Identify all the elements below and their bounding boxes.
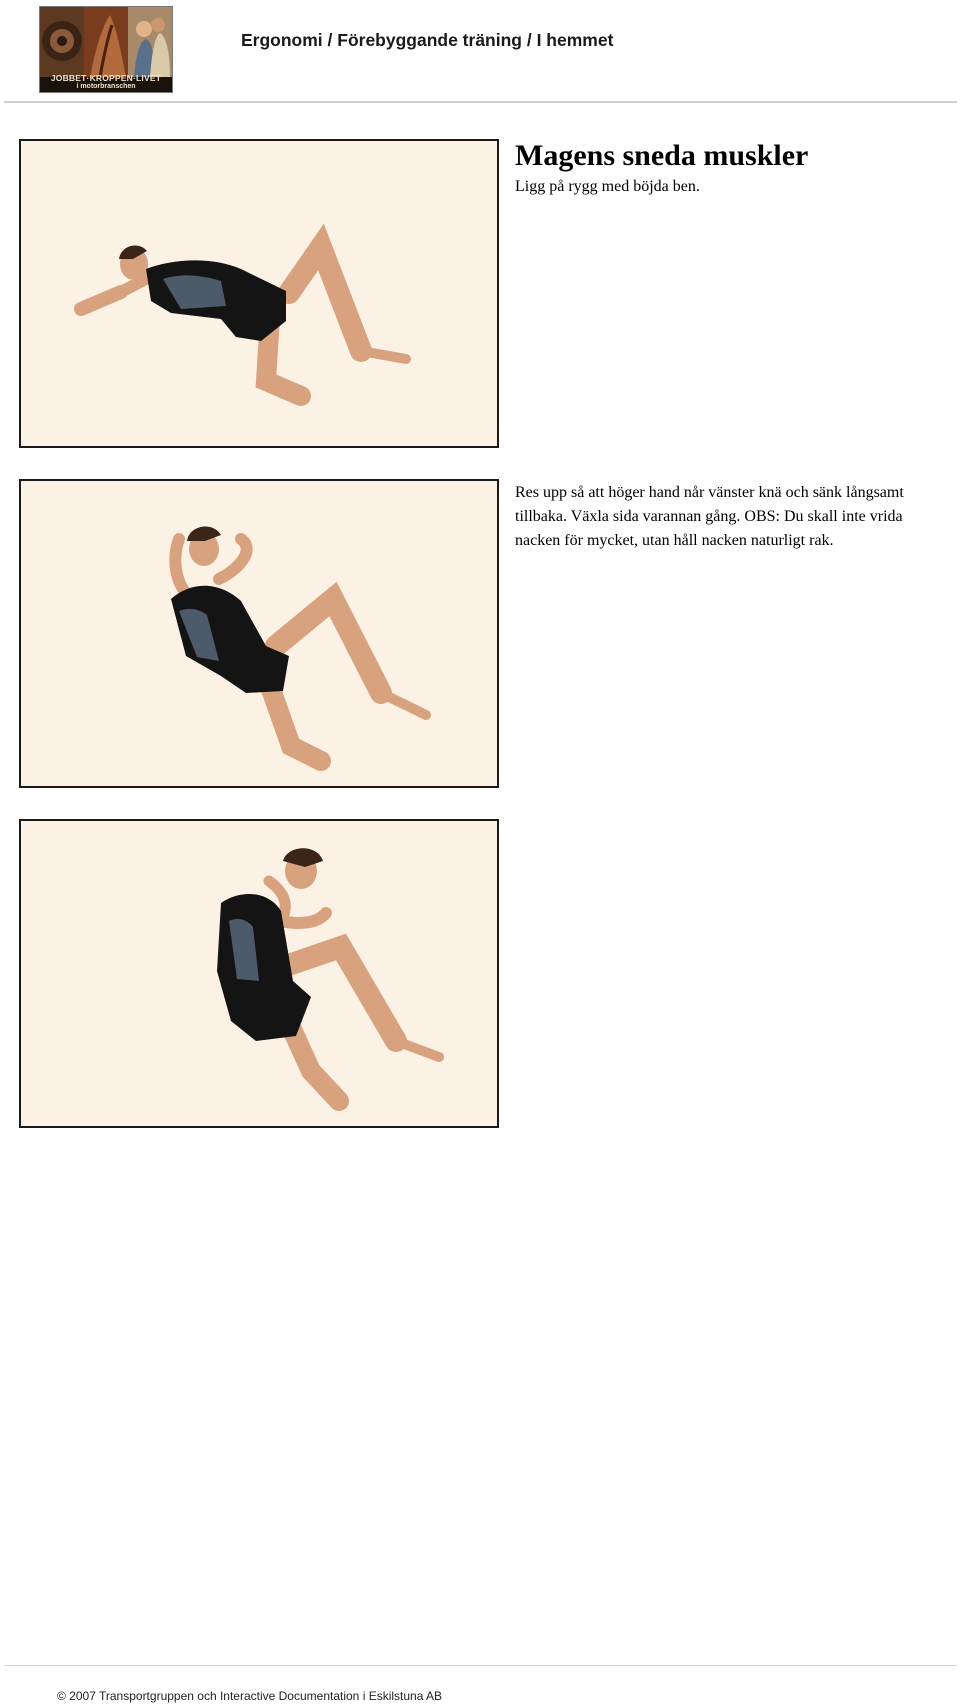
exercise-illustration-lying <box>21 141 497 446</box>
exercise-intro: Ligg på rygg med böjda ben. <box>515 178 700 195</box>
logo <box>39 6 173 93</box>
logo-text <box>40 74 172 91</box>
exercise-illustration-crunch-start <box>21 481 497 786</box>
header-divider <box>4 101 957 103</box>
logo-line1: JOBBET·KROPPEN·LIVET <box>50 72 162 83</box>
footer-divider <box>4 1665 957 1666</box>
breadcrumb: Ergonomi / Förebyggande träning / I hemmet <box>241 30 614 50</box>
logo-line2: i motorbranschen <box>76 83 136 90</box>
exercise-title: Magens sneda muskler <box>515 139 809 172</box>
exercise-instruction: Res upp så att höger hand når vänster knä och sänk långsamt tillbaka. Växla sida varannan gång. OBS: Du skall inte vrida nacken för mycket, utan håll nacken naturligt rak. <box>515 484 904 549</box>
exercise-illustration-crunch-twist <box>21 821 497 1126</box>
exercise-photo-lying <box>19 139 499 448</box>
footer-copyright: © 2007 Transportgruppen och Interactive Documentation i Eskilstuna AB <box>57 1689 443 1703</box>
exercise-photo-crunch-start <box>19 479 499 788</box>
exercise-photo-crunch-twist <box>19 819 499 1128</box>
